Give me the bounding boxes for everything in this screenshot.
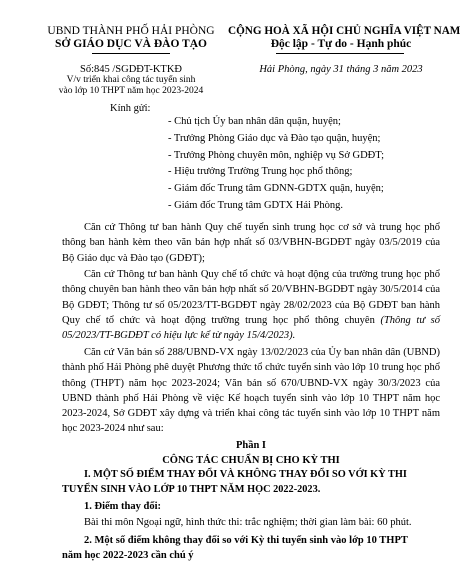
recipient-list bbox=[168, 114, 384, 215]
subject-line-2: vào lớp 10 THPT năm học 2023-2024 bbox=[58, 86, 204, 96]
subsection-2-title: 2. Một số điểm không thay đổi so với Kỳ thi tuyển sinh vào lớp 10 THPT bbox=[84, 535, 408, 546]
recipient-item: - Giám đốc Trung tâm GDTX Hải Phòng. bbox=[168, 199, 343, 211]
part-label: Phần I bbox=[235, 440, 267, 451]
recipient-item: - Trưởng Phòng Giáo dục và Đào tạo quận, huyện; bbox=[168, 132, 381, 144]
subsection-1-text: Bài thi môn Ngoại ngữ, hình thức thi: trắc nghiệm; thời gian làm bài: 60 phút. bbox=[84, 517, 412, 528]
national-title: CỘNG HOÀ XÃ HỘI CHỦ NGHĨA VIỆT NAM bbox=[228, 25, 461, 37]
paragraph-legal-basis-1 bbox=[62, 220, 440, 266]
paragraph-text: Căn cứ Văn bản số 288/UBND-VX ngày 13/02/2023 của Ủy ban nhân dân (UBND) thành phố Hải Phòng phê duyệt Phương thức tổ chức tuyển sinh vào lớp 10 trung học phổ thông (THPT) năm học 2023-2024; Văn bản số 670/UBND-VX ngày 30/3/2023 của UBND thành phố Hải Phòng về việc Kế hoạch tuyển sinh vào lớp 10 THPT năm học 2023-2024, Sở GDĐT xây dựng và triển khai công tác tuyển sinh vào lớp 10 THPT năm học 2023-2024 như sau: bbox=[62, 347, 440, 435]
part-title: CÔNG TÁC CHUẨN BỊ CHO KỲ THI bbox=[162, 455, 340, 466]
subject-line-1: V/v triển khai công tác tuyển sinh bbox=[66, 75, 196, 85]
paragraph-text: Căn cứ Thông tư ban hành Quy chế tuyển sinh trung học cơ sở và trung học phổ thông ban hành kèm theo văn bản hợp nhất số 03/VBHN-BGDĐT ngày 03/5/2019 của Bộ Giáo dục và Đào tạo (GDĐT); bbox=[62, 222, 440, 264]
national-motto: Độc lập - Tự do - Hạnh phúc bbox=[270, 38, 412, 50]
subsection-1-title: 1. Điểm thay đổi: bbox=[84, 501, 161, 512]
issuer-city: UBND THÀNH PHỐ HẢI PHÒNG bbox=[47, 25, 215, 37]
issue-date: Hải Phòng, ngày 31 tháng 3 năm 2023 bbox=[259, 64, 423, 75]
paragraph-legal-basis-3 bbox=[62, 345, 440, 437]
motto-underline bbox=[276, 53, 404, 54]
paragraph-text: Căn cứ Thông tư ban hành Quy chế tổ chức và hoạt động của trường trung học phổ thông chuyên ban hành theo văn bản hợp nhất số 20/VBHN-BGDĐT ngày 30/5/2014 của Bộ GDĐT; Thông tư số 05/2023/TT-BGDĐT ngày 28/02/2023 của Bộ GDĐT ban hành Quy chế tổ chức và hoạt động trường trung học phổ thông chuyên bbox=[62, 269, 440, 326]
section-heading-line-2: TUYỂN SINH VÀO LỚP 10 THPT NĂM HỌC 2022-2023. bbox=[62, 484, 321, 495]
document-number: Số:845 /SGDĐT-KTKĐ bbox=[80, 64, 182, 75]
recipient-item: - Hiệu trưởng Trường Trung học phổ thông; bbox=[168, 166, 353, 178]
subsection-2-title-cont: năm học 2022-2023 cần chú ý bbox=[62, 550, 194, 561]
paragraph-note: (Thông tư số 05/2023/TT-BGDĐT có hiệu lực kể từ ngày 15/4/2023). bbox=[62, 314, 440, 342]
issuer-department: SỞ GIÁO DỤC VÀ ĐÀO TẠO bbox=[55, 38, 207, 50]
recipient-item: - Trưởng Phòng chuyên môn, nghiệp vụ Sở GDĐT; bbox=[168, 149, 385, 161]
recipient-item: - Giám đốc Trung tâm GDNN-GDTX quận, huyện; bbox=[168, 183, 384, 195]
section-heading-line-1: I. MỘT SỐ ĐIỂM THAY ĐỔI VÀ KHÔNG THAY ĐỔI SO VỚI KỲ THI bbox=[84, 469, 407, 480]
greeting: Kính gửi: bbox=[110, 103, 151, 114]
issuer-underline bbox=[92, 53, 170, 54]
paragraph-legal-basis-2 bbox=[62, 267, 440, 343]
recipient-item: - Chủ tịch Ủy ban nhân dân quận, huyện; bbox=[168, 116, 341, 127]
